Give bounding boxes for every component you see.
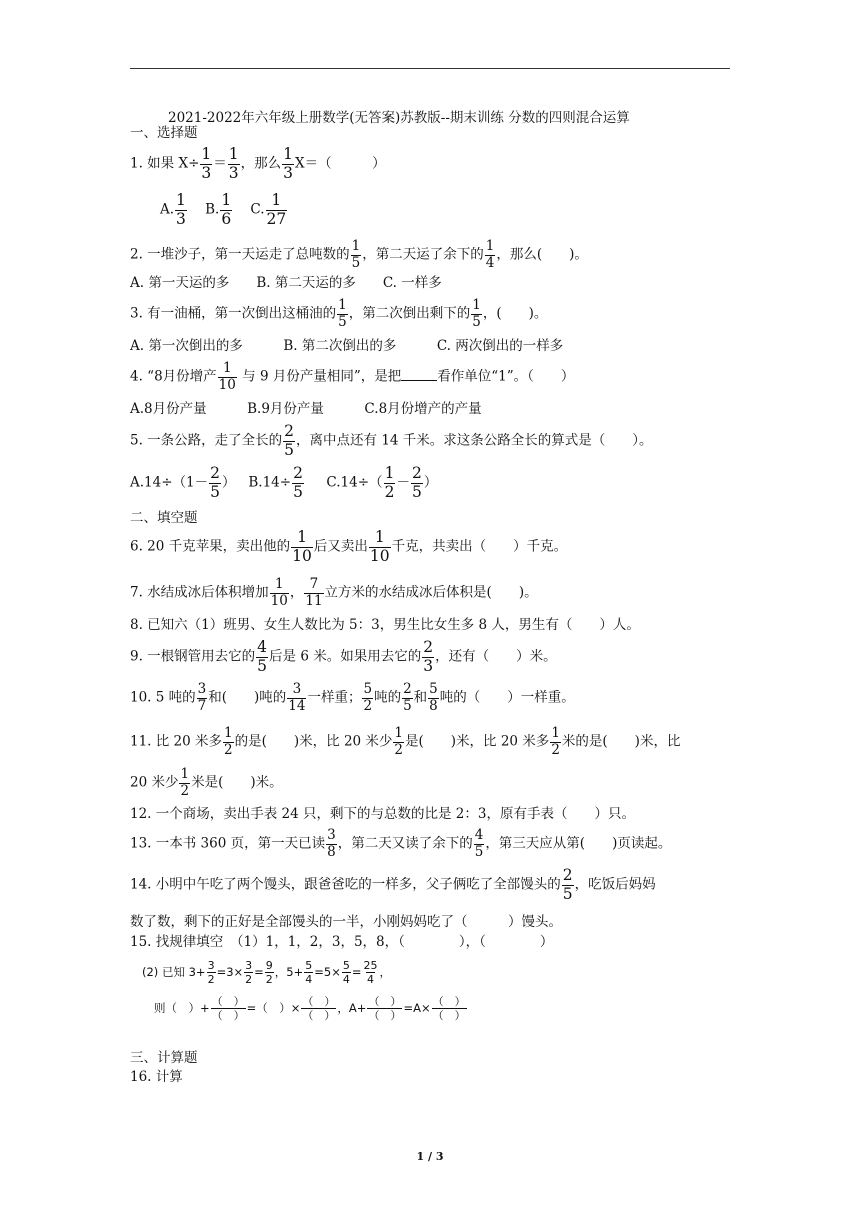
question-11: 11. 比 20 米多 $\frac{1}{2}$ 的是( )米，比 20 米少 $\frac{1}{2}$ 是( )米，比 20 米多 $\frac{1}{2}$ 米的是( )米，比 <box>130 725 681 758</box>
document-title: 2021-2022年六年级上册数学(无答案)苏教版--期末训练 分数的四则混合运算 <box>168 110 630 126</box>
question-8: 8. 已知六（1）班男、女生人数比为 5：3，男生比女生多 8 人，男生有（ ）人。 <box>130 617 640 633</box>
question-15: 15. 找规律填空 （1）1，1，2，3，5，8，（ ），（ ） <box>130 934 554 950</box>
question-7: 7. 水结成冰后体积增加 $\frac{1}{10}$ ， $\frac{7}{11}$ 立方米的水结成冰后体积是( )。 <box>130 576 538 609</box>
section-heading-fill: 二、填空题 <box>130 510 198 526</box>
question-5: 5. 一条公路，走了全长的 $\frac{2}{5}$ ，离中点还有 14 千米。求这条公路全长的算式是（ ）。 <box>130 422 653 459</box>
question-14: 14. 小明中午吃了两个馒头，跟爸爸吃的一样多，父子俩吃了全部馒头的 $\frac{2}{5}$ ，吃饭后妈妈 <box>130 866 656 903</box>
question-15-part-3: 则（ ）+ （ ） （ ） =（ ）× （ ） （ ） ，A+ （ ） （ ） =A× （ ） （ ） <box>154 995 466 1022</box>
section-heading-choice: 一、选择题 <box>130 125 198 141</box>
question-9: 9. 一根钢管用去它的 $\frac{4}{5}$ 后是 6 米。如果用去它的 $\frac{2}{3}$ ，还有（ ）米。 <box>130 638 557 675</box>
question-3-options: A. 第一次倒出的多 B. 第二次倒出的多 C. 两次倒出的一样多 <box>130 338 564 354</box>
question-2: 2. 一堆沙子，第一天运走了总吨数的 $\frac{1}{5}$ ，第二天运了余下的 $\frac{1}{4}$ ，那么( )。 <box>130 238 588 271</box>
section-heading-calc: 三、计算题 <box>130 1050 198 1066</box>
question-5-options: A.14÷（1－ $\frac{2}{5}$ ） B.14÷ $\frac{2}{5}$ C.14÷（ $\frac{1}{2}$ － $\frac{2}{5}$ ） <box>130 464 438 501</box>
question-10: 10. 5 吨的 $\frac{3}{7}$ 和( )吨的 $\frac{3}{14}$ 一样重； $\frac{5}{2}$ 吨的 $\frac{2}{5}$ 和 $\frac{5}{8}$ 吨的（ ）一样重。 <box>130 681 575 714</box>
question-11-line-2: 20 米少 $\frac{1}{2}$ 米是( )米。 <box>130 766 283 799</box>
question-15-part-2: (2) 已知 3+ $\frac{3}{2}$ =3× $\frac{3}{2}$ = $\frac{9}{2}$ ，5+ $\frac{5}{4}$ =5× $\frac{5}{4}$ = $\frac{25}{4}$ ， <box>142 959 391 986</box>
question-13: 13. 一本书 360 页，第一天已读 $\frac{3}{8}$ ，第二天又读了余下的 $\frac{4}{5}$ ，第三天应从第( )页读起。 <box>130 827 672 860</box>
question-1-options: A. $\frac{1}{3}$ B. $\frac{1}{6}$ C. $\frac{1}{27}$ <box>160 191 287 228</box>
question-16: 16. 计算 <box>130 1069 183 1085</box>
page-number: 1 / 3 <box>416 1150 444 1163</box>
answer-blank <box>401 369 437 381</box>
header-rule <box>130 68 730 69</box>
question-1: 1. 如果 X÷ $\frac{1}{3}$ ＝ $\frac{1}{3}$ ，那么 $\frac{1}{3}$ X＝（ ） <box>130 145 386 182</box>
question-6: 6. 20 千克苹果，卖出他的 $\frac{1}{10}$ 后又卖出 $\frac{1}{10}$ 千克，共卖出（ ）千克。 <box>130 528 568 565</box>
question-2-options: A. 第一天运的多 B. 第二天运的多 C. 一样多 <box>130 275 442 291</box>
question-4: 4. “8月份增产 $\frac{1}{10}$ 与 9 月份产量相同”，是把 看作单位“1”。（ ） <box>130 360 575 393</box>
question-14-line-2: 数了数，剩下的正好是全部馒头的一半，小刚妈妈吃了（ ）馒头。 <box>130 914 562 930</box>
question-4-options: A.8月份产量 B.9月份产量 C.8月份增产的产量 <box>130 401 482 417</box>
question-3: 3. 有一油桶，第一次倒出这桶油的 $\frac{1}{5}$ ，第二次倒出剩下的 $\frac{1}{5}$ ，( )。 <box>130 297 548 330</box>
question-12: 12. 一个商场，卖出手表 24 只，剩下的与总数的比是 2：3，原有手表（ ）只。 <box>130 806 635 822</box>
